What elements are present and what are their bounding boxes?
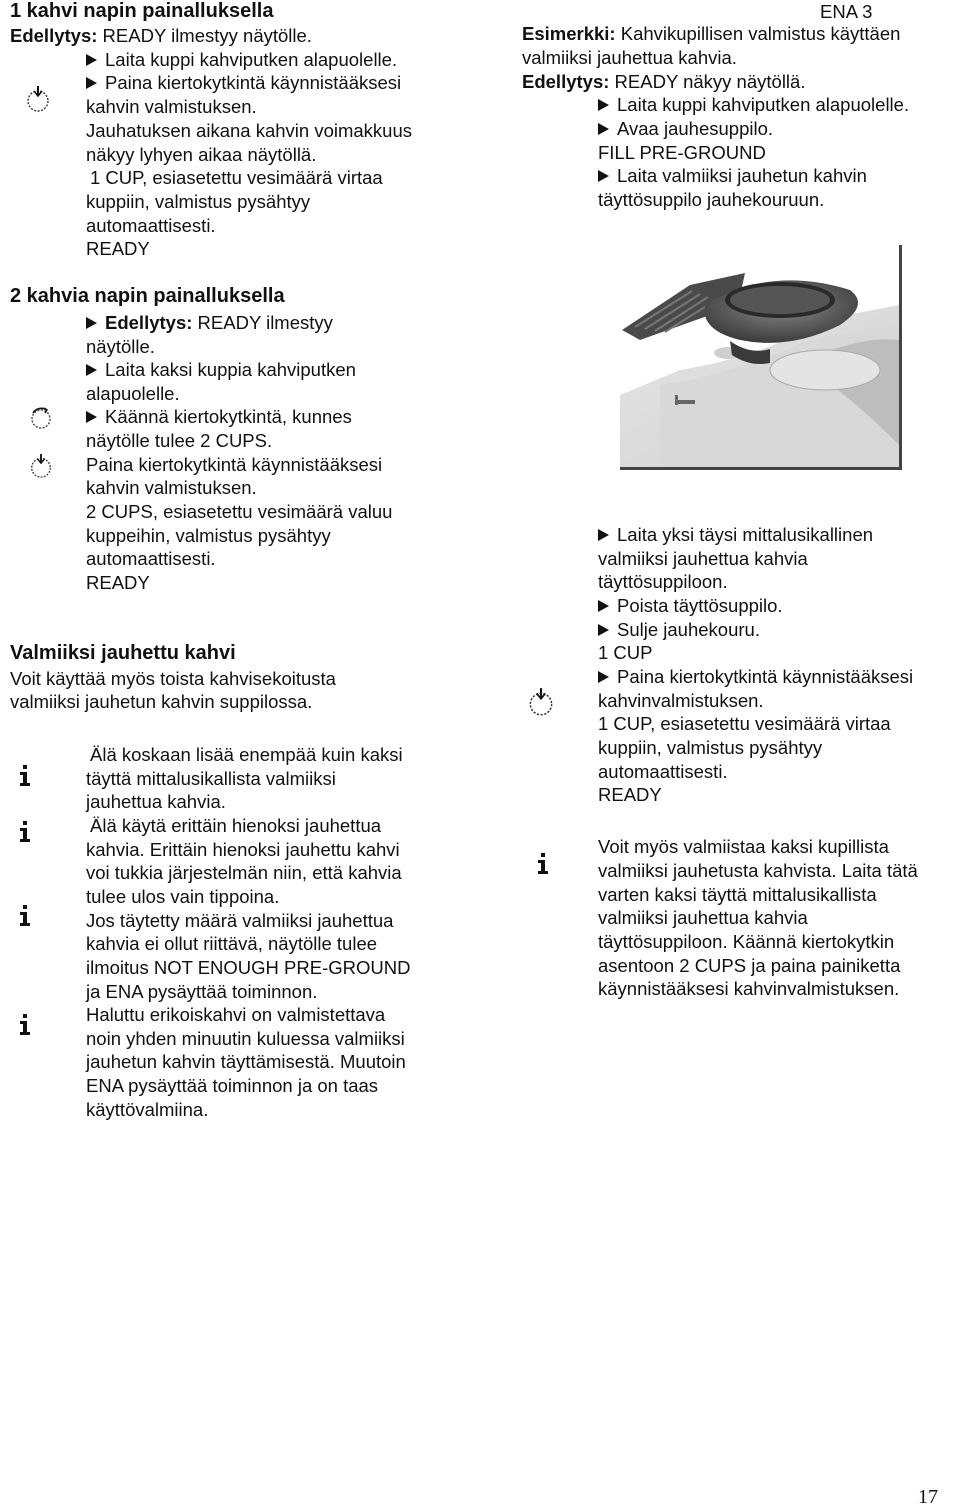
bullet-arrow-icon [86,54,97,66]
press-dial-icon [24,84,52,114]
note-line: ja ENA pysäyttää toiminnon. [86,981,318,1002]
note-line: jauhettua kahvia. [86,791,226,812]
text-line: Voit käyttää myös toista kahvisekoitusta [10,668,336,689]
display-message: 1 CUP [598,642,653,663]
text-line: kuppiin, valmistus pysähtyy [598,737,823,758]
step: Avaa jauhesuppilo. [598,117,773,141]
status-text: READY [86,238,150,259]
text-line: täyttösuppiloon. [598,571,728,592]
step: Laita valmiiksi jauhetun kahvin [598,164,867,188]
precondition-text: READY ilmestyy näytölle. [97,25,312,46]
section-title: 2 kahvia napin painalluksella [10,285,285,307]
step: Laita kuppi kahviputken alapuolelle. [86,48,397,72]
bullet-arrow-icon [598,170,609,182]
text-line: kahvin valmistuksen. [86,96,257,117]
note-line: ENA pysäyttää toiminnon ja on taas [86,1075,379,1096]
note-line: kahvia ei ollut riittävä, näytölle tulee [86,933,378,954]
text-line: valmiiksi jauhettua kahvia [598,548,808,569]
note-line: Haluttu erikoiskahvi on valmistettava [86,1004,386,1025]
funnel-illustration [620,245,899,467]
section-title: 1 kahvi napin painalluksella [10,0,274,22]
status-text: READY [86,572,150,593]
text-line: valmiiksi jauhetun kahvin suppilossa. [10,691,313,712]
info-icon [18,820,32,844]
text-line: alapuolelle. [86,383,180,404]
bullet-arrow-icon [86,364,97,376]
display-message: FILL PRE-GROUND [598,142,766,163]
step: Paina kiertokytkintä käynnistääksesi [86,71,401,95]
manual-header: ENA 3 [820,1,873,22]
note-line: Voit myös valmiistaa kaksi kupillista [598,836,889,857]
text-line: kuppiin, valmistus pysähtyy [86,191,311,212]
text-line: näytölle tulee 2 CUPS. [86,430,273,451]
bullet-arrow-icon [598,123,609,135]
press-dial-icon [28,452,54,480]
note-line: valmiiksi jauhettua kahvia [598,907,808,928]
bullet-arrow-icon [598,600,609,612]
info-icon [18,904,32,928]
step: Laita yksi täysi mittalusikallinen [598,523,873,547]
text-line: kahvin valmistuksen. [86,477,257,498]
bullet-arrow-icon [598,99,609,111]
text-line: automaattisesti. [598,761,728,782]
note-line: asentoon 2 CUPS ja paina painiketta [598,955,901,976]
text-line: 2 CUPS, esiasetettu vesimäärä valuu [86,501,393,522]
text-line: valmiiksi jauhettua kahvia. [522,47,737,68]
note-line: tulee ulos vain tippoina. [86,886,280,907]
press-dial-icon [526,686,556,718]
bullet-arrow-icon [598,624,609,636]
step: Käännä kiertokytkintä, kunnes [86,405,352,429]
note-line: ilmoitus NOT ENOUGH PRE-GROUND [86,957,411,978]
text-line: täyttösuppilo jauhekouruun. [598,189,825,210]
text-line: 1 CUP, esiasetettu vesimäärä virtaa [90,167,383,188]
text-line: automaattisesti. [86,215,216,236]
info-icon [18,764,32,788]
rotate-dial-icon [28,406,54,432]
step: Sulje jauhekouru. [598,618,760,642]
step: Poista täyttösuppilo. [598,594,783,618]
note-line: voi tukkia järjestelmän niin, että kahvia [86,862,402,883]
info-icon [536,852,550,876]
text-line: näkyy lyhyen aikaa näytöllä. [86,144,317,165]
note-line: täyttä mittalusikallista valmiiksi [86,768,336,789]
text-line: Jauhatuksen aikana kahvin voimakkuus [86,120,412,141]
note-line: käyttövalmiina. [86,1099,209,1120]
precondition [10,24,312,48]
info-icon [18,1013,32,1037]
text-line: automaattisesti. [86,548,216,569]
bullet-arrow-icon [598,529,609,541]
note-line: Älä käytä erittäin hienoksi jauhettua [90,815,382,836]
section-title: Valmiiksi jauhettu kahvi [10,642,236,664]
text-line: 1 CUP, esiasetettu vesimäärä virtaa [598,713,891,734]
precondition-label: Edellytys: [10,25,98,46]
bullet-arrow-icon [86,317,97,329]
funnel-photo [620,245,902,470]
step: Laita kuppi kahviputken alapuolelle. [598,93,909,117]
step: Paina kiertokytkintä käynnistääksesi [598,665,913,689]
bullet-arrow-icon [86,77,97,89]
note-line: kahvia. Erittäin hienoksi jauhettu kahvi [86,839,400,860]
text-line: Paina kiertokytkintä käynnistääksesi [86,454,383,475]
text-line: kahvinvalmistuksen. [598,690,764,711]
note-line: noin yhden minuutin kuluessa valmiiksi [86,1028,405,1049]
step: Laita kaksi kuppia kahviputken [86,358,356,382]
example-line: Esimerkki: Kahvikupillisen valmistus käyttäen [522,23,901,44]
precondition: Edellytys: READY ilmestyy [86,311,333,335]
note-line: täyttösuppiloon. Käännä kiertokytkin [598,931,895,952]
text-line: näytölle. [86,336,155,357]
note-line: valmiiksi jauhetusta kahvista. Laita tätä [598,860,918,881]
status-text: READY [598,784,662,805]
text-line: kuppeihin, valmistus pysähtyy [86,525,331,546]
note-line: jauhetun kahvin täyttämisestä. Muutoin [86,1051,406,1072]
note-line: Älä koskaan lisää enempää kuin kaksi [90,744,403,765]
bullet-arrow-icon [598,671,609,683]
page-number: 17 [918,1486,938,1508]
note-line: Jos täytetty määrä valmiiksi jauhettua [86,910,394,931]
precondition: Edellytys: READY näkyy näytöllä. [522,71,806,92]
note-line: varten kaksi täyttä mittalusikallista [598,884,877,905]
note-line: käynnistääksesi kahvinvalmistuksen. [598,978,900,999]
bullet-arrow-icon [86,411,97,423]
